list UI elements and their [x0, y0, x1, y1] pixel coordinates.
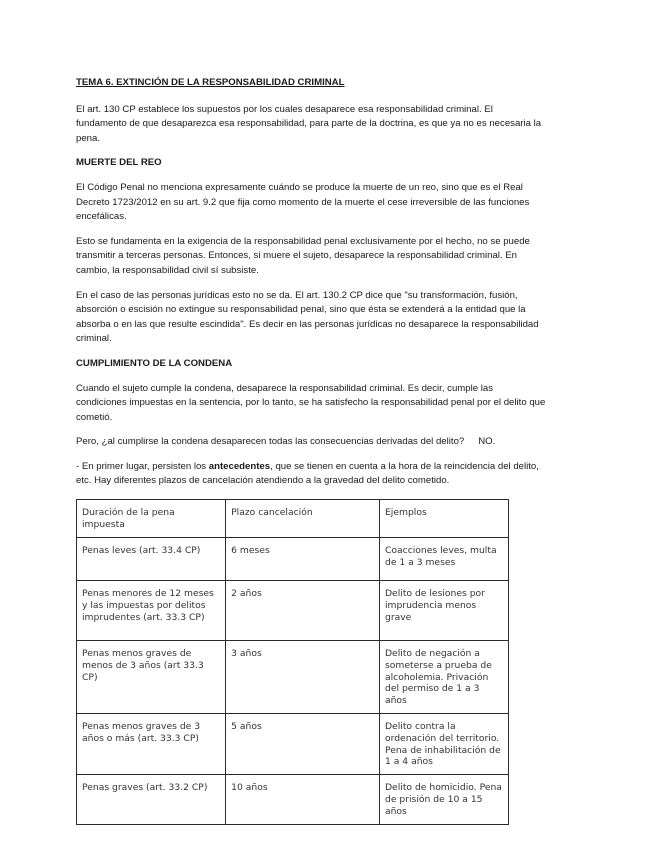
question-text: Pero, ¿al cumplirse la condena desaparecen todas las consecuencias derivadas del delito? [76, 436, 465, 448]
document-body [76, 76, 546, 499]
table-row [77, 538, 509, 581]
paragraph-personas-juridicas: En el caso de las personas jurídicas esto no se da. El art. 130.2 CP dice que "su transformación, fusión, absorción o escisión no extingue su responsabilidad penal, sino que ésta se extenderá a la entidad que la absorba o en las que resulte escindida". Es decir en las personas jurídicas no desaparece la responsabilidad criminal. [76, 289, 539, 345]
table-cell: Penas menos graves de menos de 3 años (art 33.3 CP) [77, 641, 226, 714]
table-cell: 6 meses [226, 538, 380, 581]
antecedentes-rest: , que se tienen en cuenta a la hora de la reincidencia del delito, etc. Hay diferentes plazos de cancelación atendiendo a la gravedad del delito cometido. [76, 460, 539, 487]
table-header-cell: Plazo cancelación [226, 500, 380, 538]
table-cell: 10 años [226, 775, 380, 824]
table-cell: Penas graves (art. 33.2 CP) [77, 775, 226, 824]
antecedentes-bold: antecedentes [208, 460, 271, 472]
table-header-cell: Duración de la pena impuesta [77, 500, 226, 538]
table-row [77, 713, 509, 774]
table-cell: Delito de lesiones por imprudencia menos grave [379, 581, 508, 641]
table-cell: Penas leves (art. 33.4 CP) [77, 538, 226, 581]
table-cell: 3 años [226, 641, 380, 714]
table-row [77, 775, 509, 824]
intro-paragraph: El art. 130 CP establece los supuestos por los cuales desaparece esa responsabilidad criminal. El fundamento de que desaparezca esa responsabilidad, para parte de la doctrina, es que ya no es necesaria la pena. [76, 103, 542, 144]
table-cell: Delito de homicidio. Pena de prisión de 10 a 15 años [379, 775, 508, 824]
table-row [77, 581, 509, 641]
table-row [77, 641, 509, 714]
table-cell: Coacciones leves, multa de 1 a 3 meses [379, 538, 508, 581]
table-cell: Delito contra la ordenación del territorio. Pena de inhabilitación de 1 a 4 años [379, 713, 508, 774]
table-cell: 2 años [226, 581, 380, 641]
paragraph-codigo-penal: El Código Penal no menciona expresamente cuándo se produce la muerte de un reo, sino que es el Real Decreto 1723/2012 en su art. 9.2 que fija como momento de la muerte el cese irreversible de las funciones encefálicas. [76, 181, 530, 223]
table-header-cell: Ejemplos [379, 500, 508, 538]
section-heading-cumplimiento: CUMPLIMIENTO DE LA CONDENA [76, 357, 233, 369]
paragraph-cumplimiento: Cuando el sujeto cumple la condena, desaparece la responsabilidad criminal. Es decir, cumple las condiciones impuestas en la sentencia, por lo tanto, se ha satisfecho la responsabilidad penal por el delito que cometió. [76, 382, 546, 423]
table-cell: Penas menores de 12 meses y las impuestas por delitos imprudentes (art. 33.3 CP) [77, 581, 226, 641]
paragraph-antecedentes [76, 460, 546, 489]
antecedentes-lead: - En primer lugar, persisten los [76, 460, 209, 472]
paragraph-question [76, 435, 546, 450]
page-title: TEMA 6. EXTINCIÓN DE LA RESPONSABILIDAD CRIMINAL [76, 77, 345, 88]
cancellation-table [76, 499, 509, 825]
table-header-row [77, 500, 509, 538]
table-cell: Delito de negación a someterse a prueba de alcoholemia. Privación del permiso de 1 a 3 años [379, 641, 508, 714]
answer-text: NO. [478, 436, 496, 448]
table-cell: Penas menos graves de 3 años o más (art. 33.3 CP) [77, 713, 226, 774]
section-heading-muerte-del-reo: MUERTE DEL REO [76, 157, 162, 169]
table-cell: 5 años [226, 713, 380, 774]
paragraph-fundamento: Esto se fundamenta en la exigencia de la responsabilidad penal exclusivamente por el hecho, no se puede transmitir a terceras personas. Entonces, si muere el sujeto, desaparece la responsabilidad criminal. En cambio, la responsabilidad civil sí subsiste. [76, 235, 530, 276]
